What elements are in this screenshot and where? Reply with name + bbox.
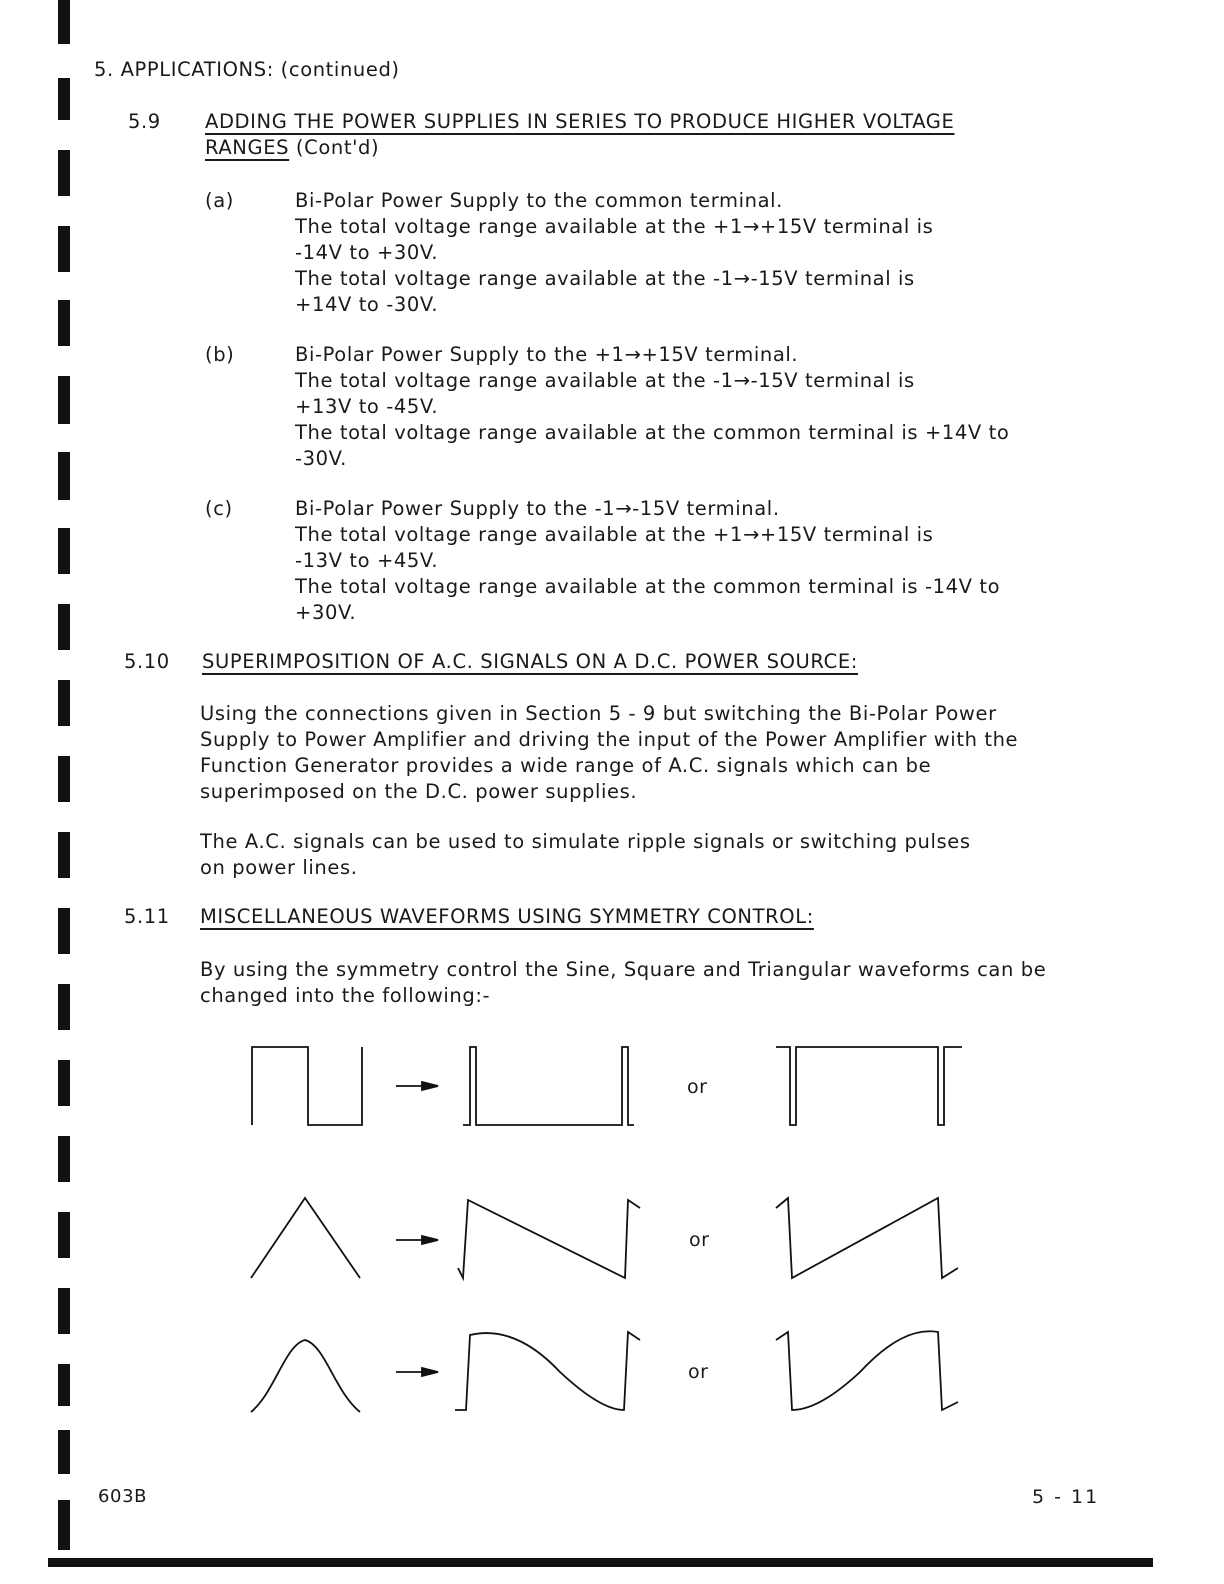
arrow-head — [422, 1368, 438, 1376]
arrow-head — [422, 1082, 438, 1090]
item-c-line: The total voltage range available at the common terminal is -14V to — [295, 575, 1001, 598]
item-a-line: Bi-Polar Power Supply to the common terminal. — [295, 189, 783, 212]
item-a-line: +14V to -30V. — [295, 293, 439, 316]
square-wave-asym-high — [776, 1047, 962, 1125]
item-b-line: The total voltage range available at the common terminal is +14V to — [295, 421, 1010, 444]
item-a-label: (a) — [205, 189, 234, 212]
triangle-wave — [251, 1198, 360, 1278]
paragraph-line: The A.C. signals can be used to simulate ripple signals or switching pulses — [200, 830, 971, 853]
item-c-label: (c) — [205, 497, 233, 520]
section-title-5-9-cont: RANGES (Cont'd) — [205, 136, 380, 159]
item-b-label: (b) — [205, 343, 235, 366]
section-number-5-9: 5.9 — [128, 110, 161, 133]
item-c-line: -13V to +45V. — [295, 549, 439, 572]
square-wave-asym-low — [463, 1047, 634, 1125]
item-b-line: Bi-Polar Power Supply to the +1→+15V terminal. — [295, 343, 799, 366]
bottom-rule — [48, 1558, 1153, 1567]
sine-skewed-right — [455, 1332, 640, 1410]
item-c-line: +30V. — [295, 601, 357, 624]
item-a-line: The total voltage range available at the +1→+15V terminal is — [295, 215, 934, 238]
item-b-line: -30V. — [295, 447, 347, 470]
sine-skewed-left — [776, 1331, 958, 1410]
item-b-line: +13V to -45V. — [295, 395, 439, 418]
paragraph-line: changed into the following:- — [200, 984, 491, 1007]
sine-wave — [251, 1340, 360, 1412]
model-number: 603B — [98, 1486, 148, 1507]
item-b-line: The total voltage range available at the -1→-15V terminal is — [295, 369, 915, 392]
paragraph-line: Using the connections given in Section 5 - 9 but switching the Bi-Polar Power — [200, 702, 997, 725]
item-a-line: The total voltage range available at the -1→-15V terminal is — [295, 267, 915, 290]
arrow-head — [422, 1236, 438, 1244]
section-title-5-9: ADDING THE POWER SUPPLIES IN SERIES TO PRODUCE HIGHER VOLTAGE — [205, 110, 955, 133]
paragraph-line: on power lines. — [200, 856, 358, 879]
or-label: or — [687, 1076, 708, 1098]
or-label: or — [688, 1361, 709, 1383]
sawtooth-rising — [776, 1198, 958, 1278]
paragraph-line: By using the symmetry control the Sine, Square and Triangular waveforms can be — [200, 958, 1047, 981]
item-c-line: Bi-Polar Power Supply to the -1→-15V terminal. — [295, 497, 780, 520]
paragraph-line: superimposed on the D.C. power supplies. — [200, 780, 638, 803]
item-c-line: The total voltage range available at the +1→+15V terminal is — [295, 523, 934, 546]
square-wave — [252, 1047, 362, 1125]
item-a-line: -14V to +30V. — [295, 241, 439, 264]
sawtooth-falling — [458, 1200, 640, 1278]
section-header: 5. APPLICATIONS: (continued) — [94, 58, 400, 81]
section-title-5-11: MISCELLANEOUS WAVEFORMS USING SYMMETRY CONTROL: — [200, 905, 814, 928]
section-number-5-11: 5.11 — [124, 905, 170, 928]
page-number: 5 - 11 — [1032, 1486, 1100, 1508]
paragraph-line: Function Generator provides a wide range of A.C. signals which can be — [200, 754, 932, 777]
or-label: or — [689, 1229, 710, 1251]
paragraph-line: Supply to Power Amplifier and driving the input of the Power Amplifier with the — [200, 728, 1019, 751]
section-title-5-10: SUPERIMPOSITION OF A.C. SIGNALS ON A D.C. POWER SOURCE: — [202, 650, 858, 673]
section-number-5-10: 5.10 — [124, 650, 170, 673]
